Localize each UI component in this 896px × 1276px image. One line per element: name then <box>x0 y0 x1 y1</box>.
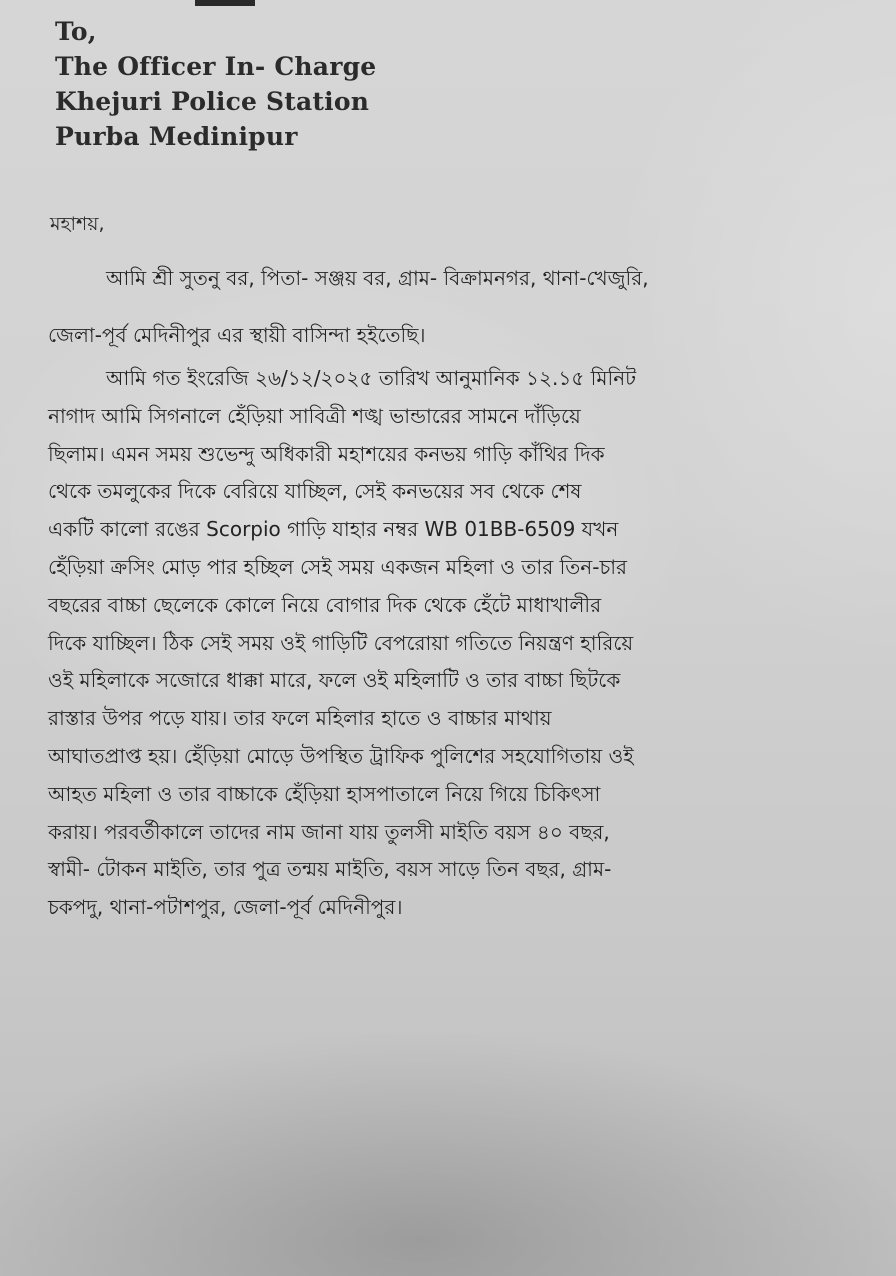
recipient-address <box>55 14 376 154</box>
paragraph-line: নাগাদ আমি সিগনালে হেঁড়িয়া সাবিত্রী শঙ্খ ভান্ডারের সামনে দাঁড়িয়ে <box>48 403 581 428</box>
salutation: মহাশয়, <box>50 213 105 235</box>
paragraph-line: রাস্তার উপর পড়ে যায়। তার ফলে মহিলার হাতে ও বাচ্চার মাথায় <box>48 706 552 731</box>
paragraph-line: আঘাতপ্রাপ্ত হয়। হেঁড়িয়া মোড়ে উপস্থিত ট্রাফিক পুলিশের সহযোগিতায় ওই <box>48 743 634 768</box>
paragraph-line: একটি কালো রঙের Scorpio গাড়ি যাহার নম্বর WB 01BB-6509 যখন <box>48 517 619 542</box>
paragraph-incident <box>48 360 848 927</box>
top-edge-mark <box>195 0 255 6</box>
paragraph-line: আমি শ্রী সুতনু বর, পিতা- সঞ্জয় বর, গ্রাম- বিক্রামনগর, থানা-খেজুরি, <box>106 266 649 290</box>
paragraph-line: থেকে তমলুকের দিকে বেরিয়ে যাচ্ছিল, সেই কনভয়ের সব থেকে শেষ <box>48 479 582 504</box>
paragraph-line: আহত মহিলা ও তার বাচ্চাকে হেঁড়িয়া হাসপাতালে নিয়ে গিয়ে চিকিৎসা <box>48 781 601 806</box>
paragraph-line: হেঁড়িয়া ক্রসিং মোড় পার হচ্ছিল সেই সময় একজন মহিলা ও তার তিন-চার <box>48 554 628 579</box>
paragraph-line: করায়। পরবর্তীকালে তাদের নাম জানা যায় তুলসী মাইতি বয়স ৪০ বছর, <box>48 819 610 844</box>
paragraph-introduction <box>48 250 848 364</box>
paragraph-line: চকপদু, থানা-পটাশপুর, জেলা-পূর্ব মেদিনীপুর। <box>48 895 403 920</box>
paragraph-line: জেলা-পূর্ব মেদিনীপুর এর স্থায়ী বাসিন্দা হইতেছি। <box>48 323 426 347</box>
paragraph-line: স্বামী- টোকন মাইতি, তার পুত্র তন্ময় মাইতি, বয়স সাড়ে তিন বছর, গ্রাম- <box>48 857 612 882</box>
address-district: Purba Medinipur <box>55 122 298 151</box>
address-station: Khejuri Police Station <box>55 87 370 116</box>
address-officer: The Officer In- Charge <box>55 52 377 81</box>
paragraph-line: বছরের বাচ্চা ছেলেকে কোলে নিয়ে বোগার দিক থেকে হেঁটে মাধাখালীর <box>48 592 602 617</box>
address-to: To, <box>55 17 97 46</box>
paragraph-line: ওই মহিলাকে সজোরে ধাক্কা মারে, ফলে ওই মহিলাটি ও তার বাচ্চা ছিটকে <box>48 668 621 693</box>
paragraph-line: আমি গত ইংরেজি ২৬/১২/২০২৫ তারিখ আনুমানিক ১২.১৫ মিনিট <box>106 366 637 390</box>
paragraph-line: দিকে যাচ্ছিল। ঠিক সেই সময় ওই গাড়িটি বেপরোয়া গতিতে নিয়ন্ত্রণ হারিয়ে <box>48 630 634 655</box>
paragraph-line: ছিলাম। এমন সময় শুভেন্দু অধিকারী মহাশয়ের কনভয় গাড়ি কাঁথির দিক <box>48 441 605 466</box>
